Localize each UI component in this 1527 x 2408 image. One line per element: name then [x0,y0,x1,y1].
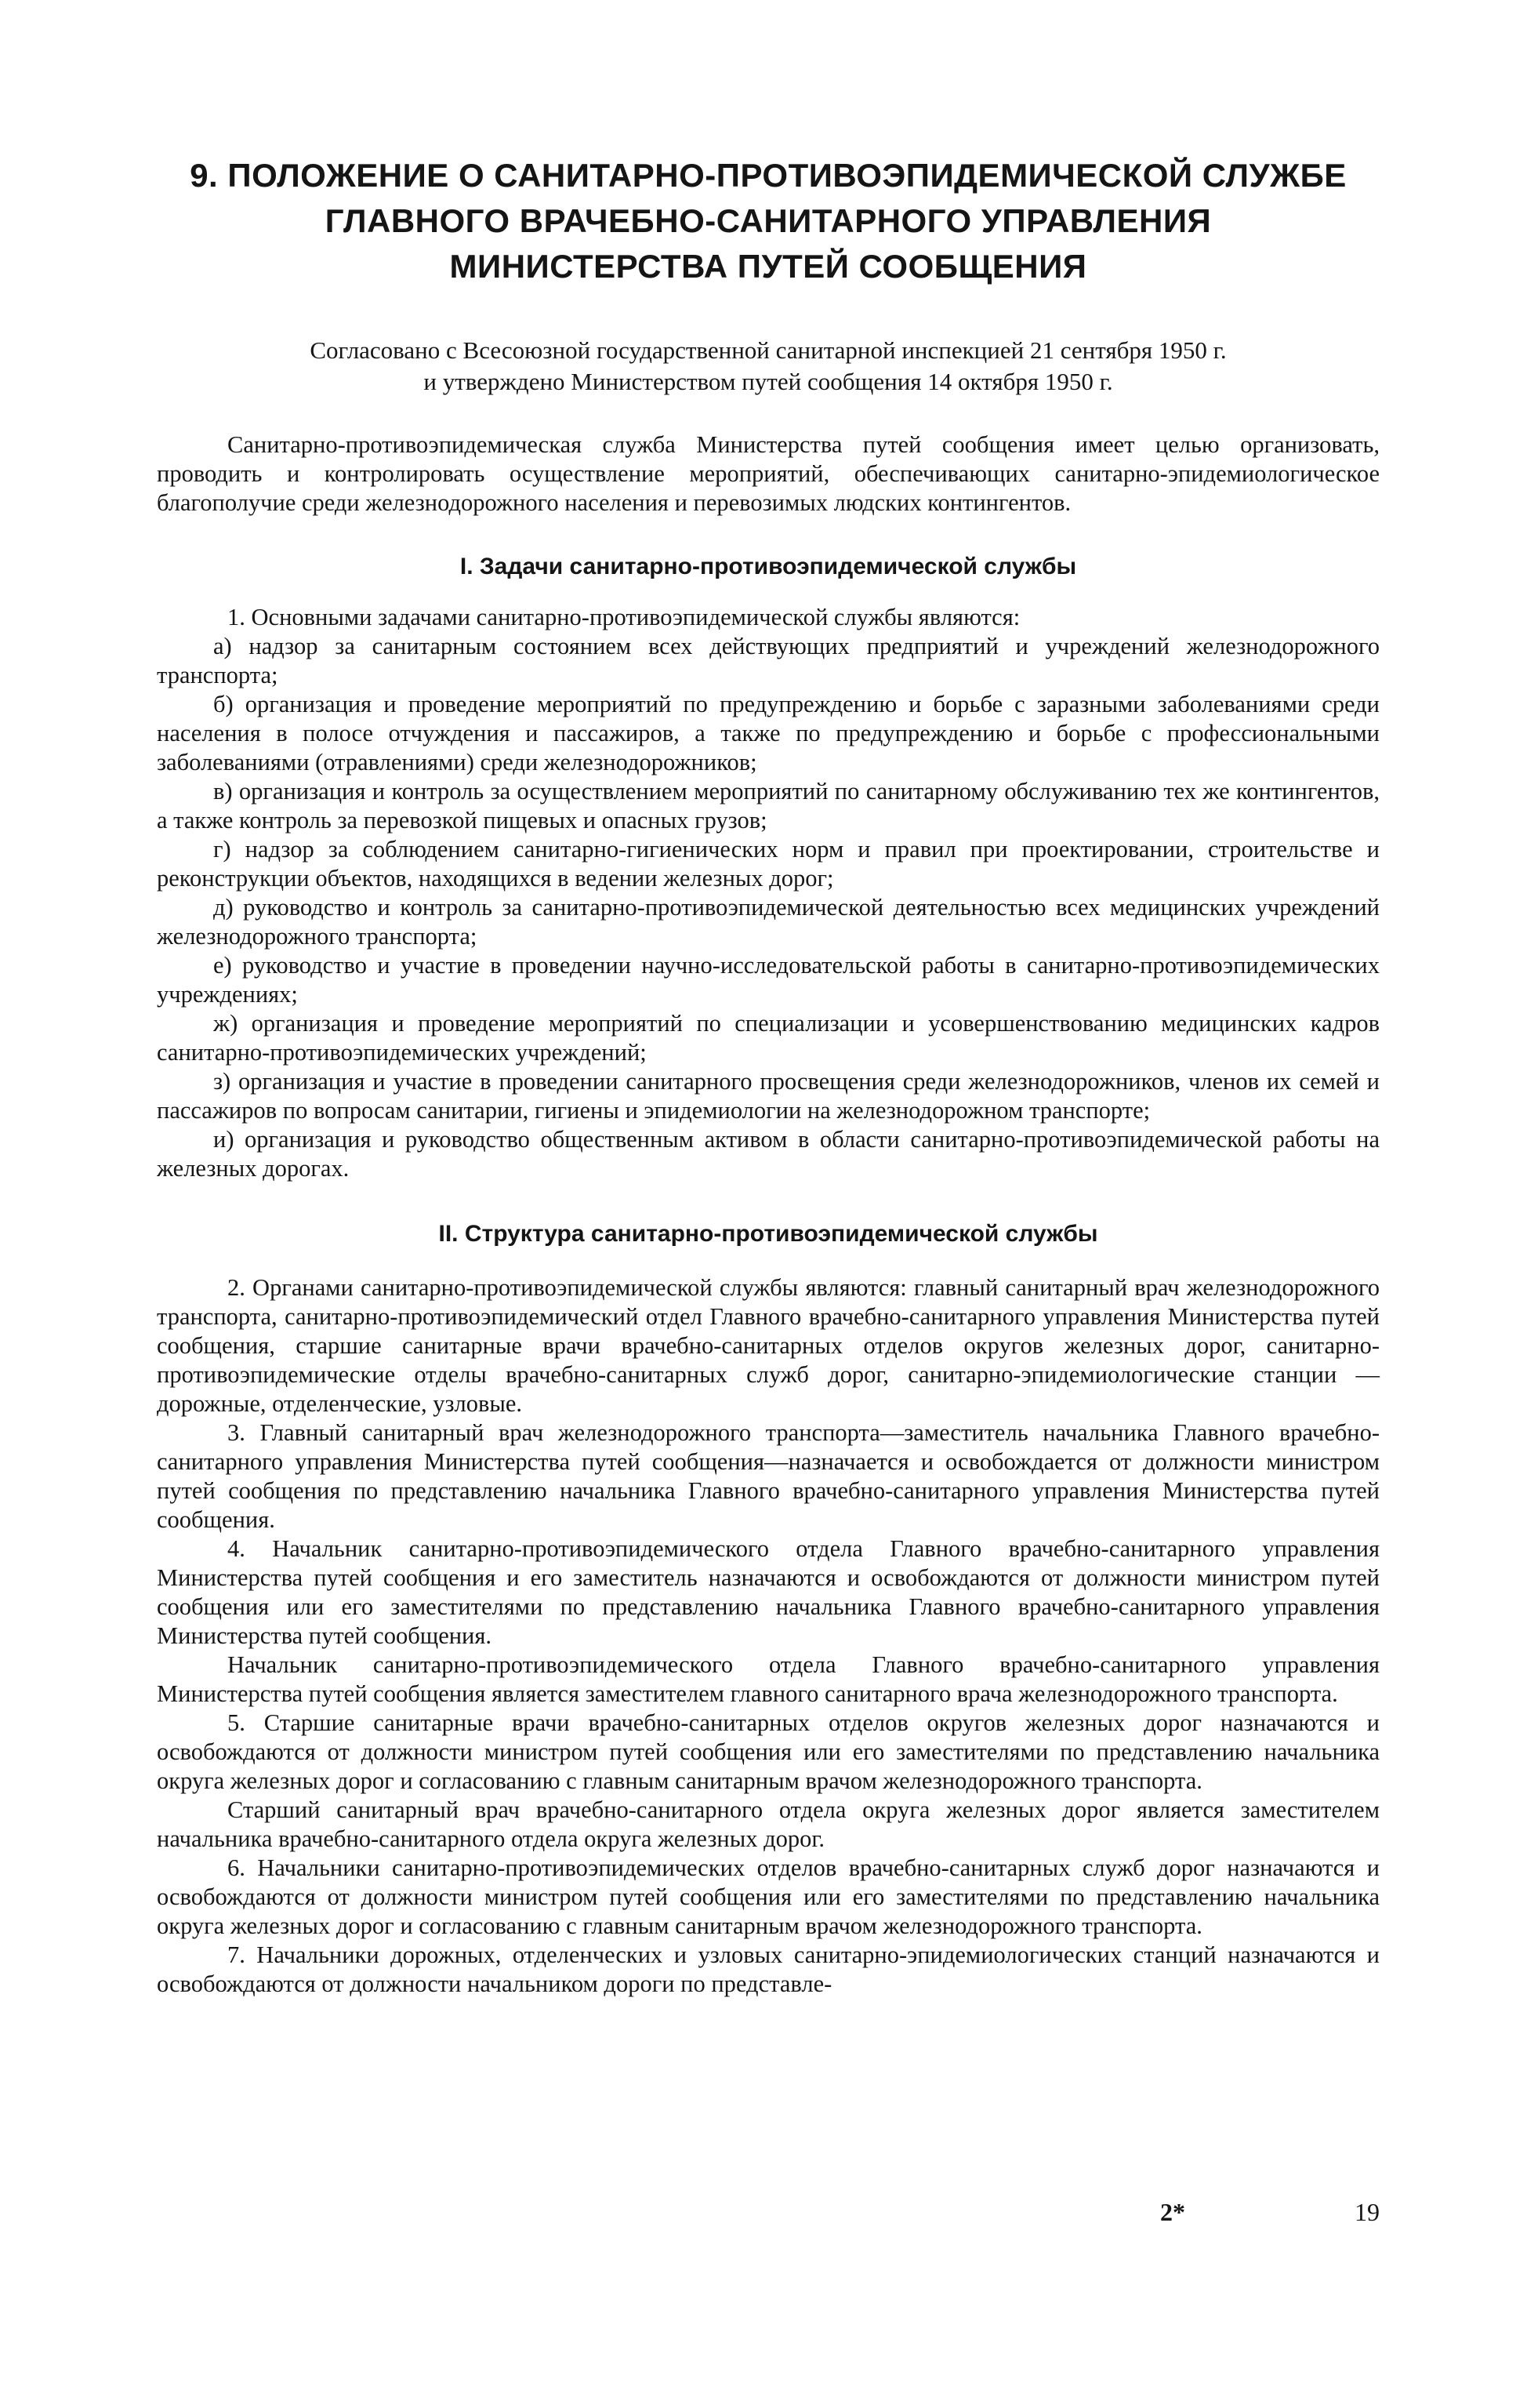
section-1-item: б) организация и проведение мероприятий по предупреждению и борьбе с заразными заболеваниями среди населения в полосе отчуждения и пассажиров, а также по предупреждению и борьбе с профессиональными заболеваниями (отравлениями) среди железнодорожников; [157,691,1380,775]
approval-line: и утверждено Министерством путей сообщения 14 октября 1950 г. [423,368,1113,395]
document-page [157,153,1380,1999]
section-1-item: е) руководство и участие в проведении научно-исследовательской работы в санитарно-противоэпидемических учреждениях; [157,952,1380,1008]
section-2-body [157,1273,1380,1999]
document-title [157,153,1380,289]
section-1-item: д) руководство и контроль за санитарно-противоэпидемической деятельностью всех медицинских учреждений железнодорожного транспорта; [157,894,1380,950]
section-2-paragraph: 3. Главный санитарный врач железнодорожного транспорта—заместитель начальника Главного врачебно-санитарного управления Министерства путей сообщения—назначается и освобождается от должности министром путей сообщения по представлению начальника Главного врачебно-санитарного управления Министерства путей сообщения. [157,1419,1380,1533]
section-1-item: в) организация и контроль за осуществлением мероприятий по санитарному обслуживанию тех же контингентов, а также контроль за перевозкой пищевых и опасных грузов; [157,778,1380,834]
title-line: 9. ПОЛОЖЕНИЕ О САНИТАРНО-ПРОТИВОЭПИДЕМИЧЕСКОЙ СЛУЖБЕ [190,157,1347,194]
section-2-paragraph: 6. Начальники санитарно-противоэпидемических отделов врачебно-санитарных служб дорог назначаются и освобождаются от должности министром путей сообщения или его заместителями по представлению начальника округа железных дорог и согласованию с главным санитарным врачом железнодорожного транспорта. [157,1854,1380,1939]
section-1-item: ж) организация и проведение мероприятий по специализации и усовершенствованию медицинских кадров санитарно-противоэпидемических учреждений; [157,1010,1380,1066]
title-line: ГЛАВНОГО ВРАЧЕБНО-САНИТАРНОГО УПРАВЛЕНИЯ [325,202,1212,239]
section-1-item: и) организация и руководство общественным активом в области санитарно-противоэпидемической работы на железных дорогах. [157,1126,1380,1182]
section-2-paragraph: Начальник санитарно-противоэпидемического отдела Главного врачебно-санитарного управления Министерства путей сообщения является заместителем главного санитарного врача железнодорожного транспорта. [157,1651,1380,1707]
section-2-paragraph: 2. Органами санитарно-противоэпидемической службы являются: главный санитарный врач железнодорожного транспорта, санитарно-противоэпидемический отдел Главного врачебно-санитарного управления Министерства путей сообщения, старшие санитарные врачи врачебно-санитарных отделов округов железных дорог, санитарно-противоэпидемические отделы врачебно-санитарных служб дорог, санитарно-эпидемиологические станции — дорожные, отделенческие, узловые. [157,1274,1380,1417]
section-2-paragraph: Старший санитарный врач врачебно-санитарного отдела округа железных дорог является заместителем начальника врачебно-санитарного отдела округа железных дорог. [157,1796,1380,1852]
section-2-paragraph: 5. Старшие санитарные врачи врачебно-санитарных отделов округов железных дорог назначаются и освобождаются от должности министром путей сообщения или его заместителями по представлению начальника округа железных дорог и согласованию с главным санитарным врачом железнодорожного транспорта. [157,1709,1380,1794]
signature-mark: 2* [1160,2198,1185,2226]
section-1-item: а) надзор за санитарным состоянием всех действующих предприятий и учреждений железнодорожного транспорта; [157,633,1380,688]
section-1-item: з) организация и участие в проведении санитарного просвещения среди железнодорожников, членов их семей и пассажиров по вопросам санитарии, гигиены и эпидемиологии на железнодорожном транспорте; [157,1068,1380,1124]
section-2-heading: II. Структура санитарно-противоэпидемической службы [438,1221,1098,1247]
section-1-item: г) надзор за соблюдением санитарно-гигиенических норм и правил при проектировании, строительстве и реконструкции объектов, находящихся в ведении железных дорог; [157,836,1380,892]
section-1-heading: I. Задачи санитарно-противоэпидемической службы [459,554,1077,579]
section-1-paragraph: 1. Основными задачами санитарно-противоэпидемической службы являются: [227,604,1021,630]
intro-paragraph: Санитарно-противоэпидемическая служба Министерства путей сообщения имеет целью организовать, проводить и контролировать осуществление мероприятий, обеспечивающих санитарно-эпидемиологическое благополучие среди железнодорожного населения и перевозимых людских контингентов. [157,431,1380,516]
page-footer [157,2198,1380,2233]
section-2-paragraph: 7. Начальники дорожных, отделенческих и узловых санитарно-эпидемиологических станций назначаются и освобождаются от должности начальником дороги по представле- [157,1941,1380,1997]
section-1-body [157,603,1380,1183]
page-number: 19 [1355,2198,1380,2226]
section-2-paragraph: 4. Начальник санитарно-противоэпидемического отдела Главного врачебно-санитарного управления Министерства путей сообщения и его заместитель назначаются и освобождаются от должности министром путей сообщения или его заместителями по представлению начальника Главного врачебно-санитарного управления Министерства путей сообщения. [157,1535,1380,1649]
approval-note [157,335,1380,398]
approval-line: Согласовано с Всесоюзной государственной санитарной инспекцией 21 сентября 1950 г. [310,336,1227,364]
title-line: МИНИСТЕРСТВА ПУТЕЙ СООБЩЕНИЯ [449,248,1087,285]
